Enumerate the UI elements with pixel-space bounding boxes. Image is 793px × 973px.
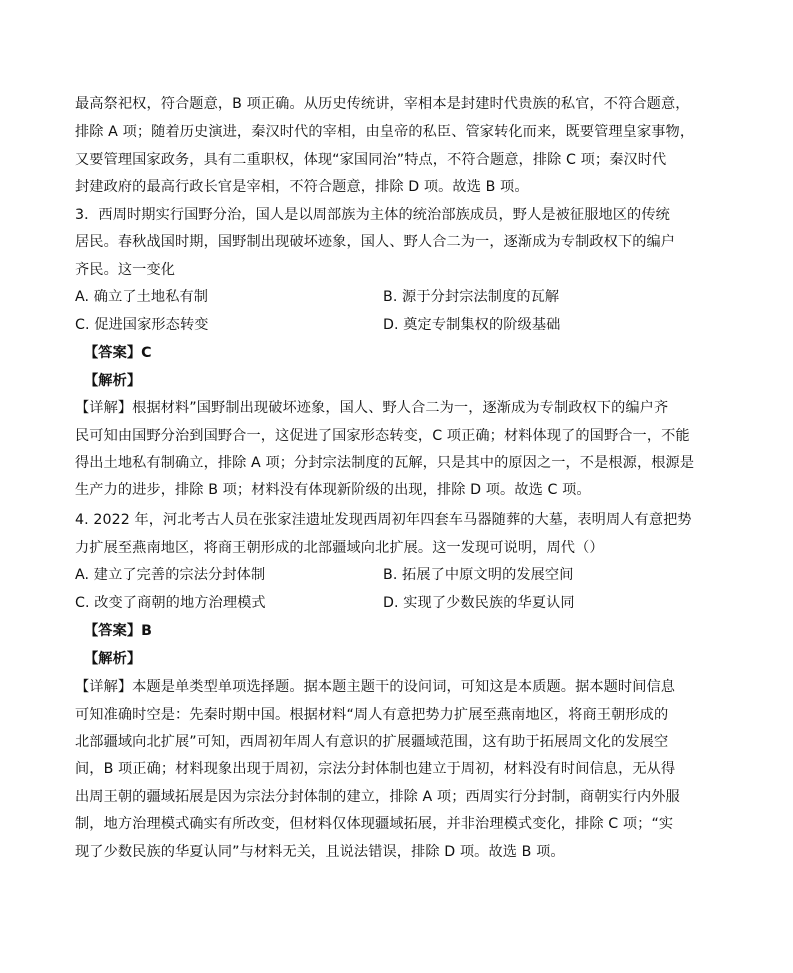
analysis-label: 【解析】	[84, 373, 142, 389]
text-line: 又要管理国家政务，具有二重职权，体现“家国同治”特点，不符合题意，排除 C 项；秦汉时代	[75, 152, 667, 168]
detail-text: 【详解】根据材料”国野制出现破坏迹象，国人、野人合二为一，逐渐成为专制政权下的编户齐	[75, 400, 669, 416]
option-d: D. 奠定专制集权的阶级基础	[383, 317, 561, 333]
option-c: C. 改变了商朝的地方治理模式	[75, 595, 266, 611]
question-3-stem: 3．西周时期实行国野分治，国人是以周部族为主体的统治部族成员，野人是被征服地区的传统	[75, 207, 670, 223]
detail-text: 可知准确时空是：先秦时期中国。根据材料“周人有意把势力扩展至燕南地区，将商王朝形成的	[75, 707, 669, 723]
detail-text: 北部疆域向北扩展”可知，西周初年周人有意识的扩展疆域范围，这有助于拓展周文化的发展空	[75, 734, 669, 750]
text-line: 封建政府的最高行政长官是宰相，不符合题意，排除 D 项。故选 B 项。	[75, 179, 529, 195]
option-a: A. 建立了完善的宗法分封体制	[75, 567, 266, 583]
detail-text: 得出土地私有制确立，排除 A 项；分封宗法制度的瓦解，只是其中的原因之一，不是根源，根源是	[75, 455, 695, 471]
detail-text: 出周王朝的疆域拓展是因为宗法分封体制的建立，排除 A 项；西周实行分封制，商朝实行内外服	[75, 789, 680, 805]
question-3-stem: 居民。春秋战国时期，国野制出现破坏迹象，国人、野人合二为一，逐渐成为专制政权下的编户	[75, 234, 676, 250]
detail-text: 现了少数民族的华夏认同”与材料无关，且说法错误，排除 D 项。故选 B 项。	[75, 844, 565, 860]
option-a: A. 确立了土地私有制	[75, 289, 209, 305]
detail-text: 制，地方治理模式确实有所改变，但材料仅体现疆域拓展，并非治理模式变化，排除 C 项；“实	[75, 816, 674, 832]
option-d: D. 实现了少数民族的华夏认同	[383, 595, 575, 611]
answer-label: 【答案】C	[84, 345, 152, 361]
detail-text: 【详解】本题是单类型单项选择题。据本题主题干的设问词，可知这是本质题。据本题时间信息	[75, 679, 676, 695]
question-3-stem: 齐民。这一变化	[75, 262, 176, 278]
detail-text: 生产力的进步，排除 B 项；材料没有体现新阶级的出现，排除 D 项。故选 C 项。	[75, 482, 591, 498]
text-line: 最高祭祀权，符合题意，B 项正确。从历史传统讲，宰相本是封建时代贵族的私官，不符合题意，	[75, 96, 690, 112]
detail-text: 间，B 项正确；材料现象出现于周初，宗法分封体制也建立于周初，材料没有时间信息，无从得	[75, 761, 676, 777]
text-line: 排除 A 项；随着历史演进，秦汉时代的宰相，由皇帝的私臣、管家转化而来，既要管理皇家事物，	[75, 124, 695, 140]
question-4-stem: 力扩展至燕南地区，将商王朝形成的北部疆域向北扩展。这一发现可说明，周代（）	[75, 540, 604, 556]
option-c: C. 促进国家形态转变	[75, 317, 209, 333]
option-b: B. 源于分封宗法制度的瓦解	[383, 289, 560, 305]
detail-text: 民可知由国野分治到国野合一，这促进了国家形态转变，C 项正确；材料体现了的国野合一，不能	[75, 428, 690, 444]
analysis-label: 【解析】	[84, 651, 142, 667]
answer-label: 【答案】B	[84, 623, 153, 639]
option-b: B. 拓展了中原文明的发展空间	[383, 567, 574, 583]
question-4-stem: 4. 2022 年，河北考古人员在张家洼遗址发现西周初年四套车马器随葬的大墓，表明周人有意把势	[75, 512, 692, 528]
